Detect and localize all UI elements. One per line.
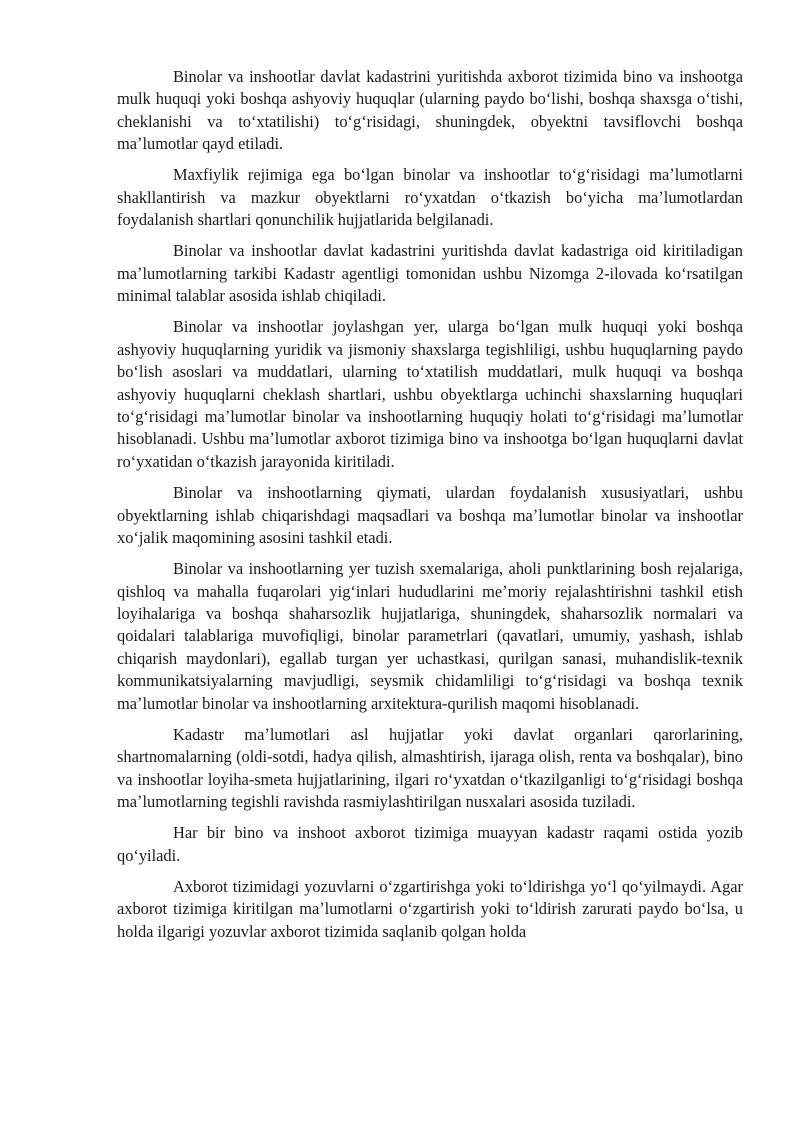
document-page [117,66,743,943]
paragraph: Axborot tizimidagi yozuvlarni oʻzgartirishga yoki toʻldirishga yoʻl qoʻyilmaydi. Agar axborot tizimiga kiritilgan maʼlumotlarni oʻzgartirish yoki toʻldirish zarurati paydo boʻlsa, u holda ilgarigi yozuvlar axborot tizimida saqlanib qolgan holda [117,876,743,941]
paragraph: Maxfiylik rejimiga ega boʻlgan binolar va inshootlar toʻgʻrisidagi maʼlumotlarni shakllantirish va mazkur obyektlarni roʻyxatdan oʻtkazish boʻyicha maʼlumotlardan foydalanish shartlari qonunchilik hujjatlarida belgilanadi. [117,165,743,230]
paragraph: Kadastr maʼlumotlari asl hujjatlar yoki davlat organlari qarorlarining, shartnomalarning (oldi-sotdi, hadya qilish, almashtirish, ijaraga olish, renta va boshqalar), bino va inshootlar loyiha-smeta hujjatlarining, ilgari roʻyxatdan oʻtkazilganligi toʻgʻrisidagi boshqa maʼlumotlarning tegishli ravishda rasmiylashtirilgan nusxalari asosida tuziladi. [117,724,743,811]
paragraph: Har bir bino va inshoot axborot tizimiga muayyan kadastr raqami ostida yozib qoʻyiladi. [117,823,743,865]
paragraph: Binolar va inshootlar joylashgan yer, ularga boʻlgan mulk huquqi yoki boshqa ashyoviy huquqlarning yuridik va jismoniy shaxslarga tegishliligi, ushbu huquqlarning paydo boʻlish asoslari va muddatlari, ularning toʻxtatilish muddatlari, mulk huquqi va boshqa ashyoviy huquqlarni cheklash shartlari, ushbu obyektlarga uchinchi shaxslarning huquqlari toʻgʻrisidagi maʼlumotlar binolar va inshootlarning huquqiy holati toʻgʻrisidagi maʼlumotlar hisoblanadi. Ushbu maʼlumotlar axborot tizimiga bino va inshootga boʻlgan huquqlarni davlat roʻyxatidan oʻtkazish jarayonida kiritiladi. [117,317,743,471]
paragraph: Binolar va inshootlar davlat kadastrini yuritishda axborot tizimida bino va inshootga mulk huquqi yoki boshqa ashyoviy huquqlar (ularning paydo boʻlishi, boshqa shaxsga oʻtishi, cheklanishi va toʻxtatilishi) toʻgʻrisidagi, shuningdek, obyektni tavsiflovchi boshqa maʼlumotlar qayd etiladi. [117,67,743,154]
paragraph: Binolar va inshootlarning qiymati, ulardan foydalanish xususiyatlari, ushbu obyektlarning ishlab chiqarishdagi maqsadlari va boshqa maʼlumotlar binolar va inshootlar xoʻjalik maqomining asosini tashkil etadi. [117,483,743,547]
paragraph: Binolar va inshootlar davlat kadastrini yuritishda davlat kadastriga oid kiritiladigan maʼlumotlarning tarkibi Kadastr agentligi tomonidan ushbu Nizomga 2-ilovada koʻrsatilgan minimal talablar asosida ishlab chiqiladi. [117,241,743,306]
paragraph: Binolar va inshootlarning yer tuzish sxemalariga, aholi punktlarining bosh rejalariga, qishloq va mahalla fuqarolari yigʻinlari hududlarini meʼmoriy rejalashtirishni tashkil etish loyihalariga va boshqa shaharsozlik hujjatlariga, shuningdek, shaharsozlik normalari va qoidalari talablariga muvofiqligi, binolar parametrlari (qavatlari, umumiy, yashash, ishlab chiqarish maydonlari), egallab turgan yer uchastkasi, qurilgan sanasi, muhandislik-texnik kommunikatsiyalarning mavjudligi, seysmik chidamliligi toʻgʻrisidagi va boshqa texnik maʼlumotlar binolar va inshootlarning arxitektura-qurilish maqomi hisoblanadi. [117,559,743,713]
